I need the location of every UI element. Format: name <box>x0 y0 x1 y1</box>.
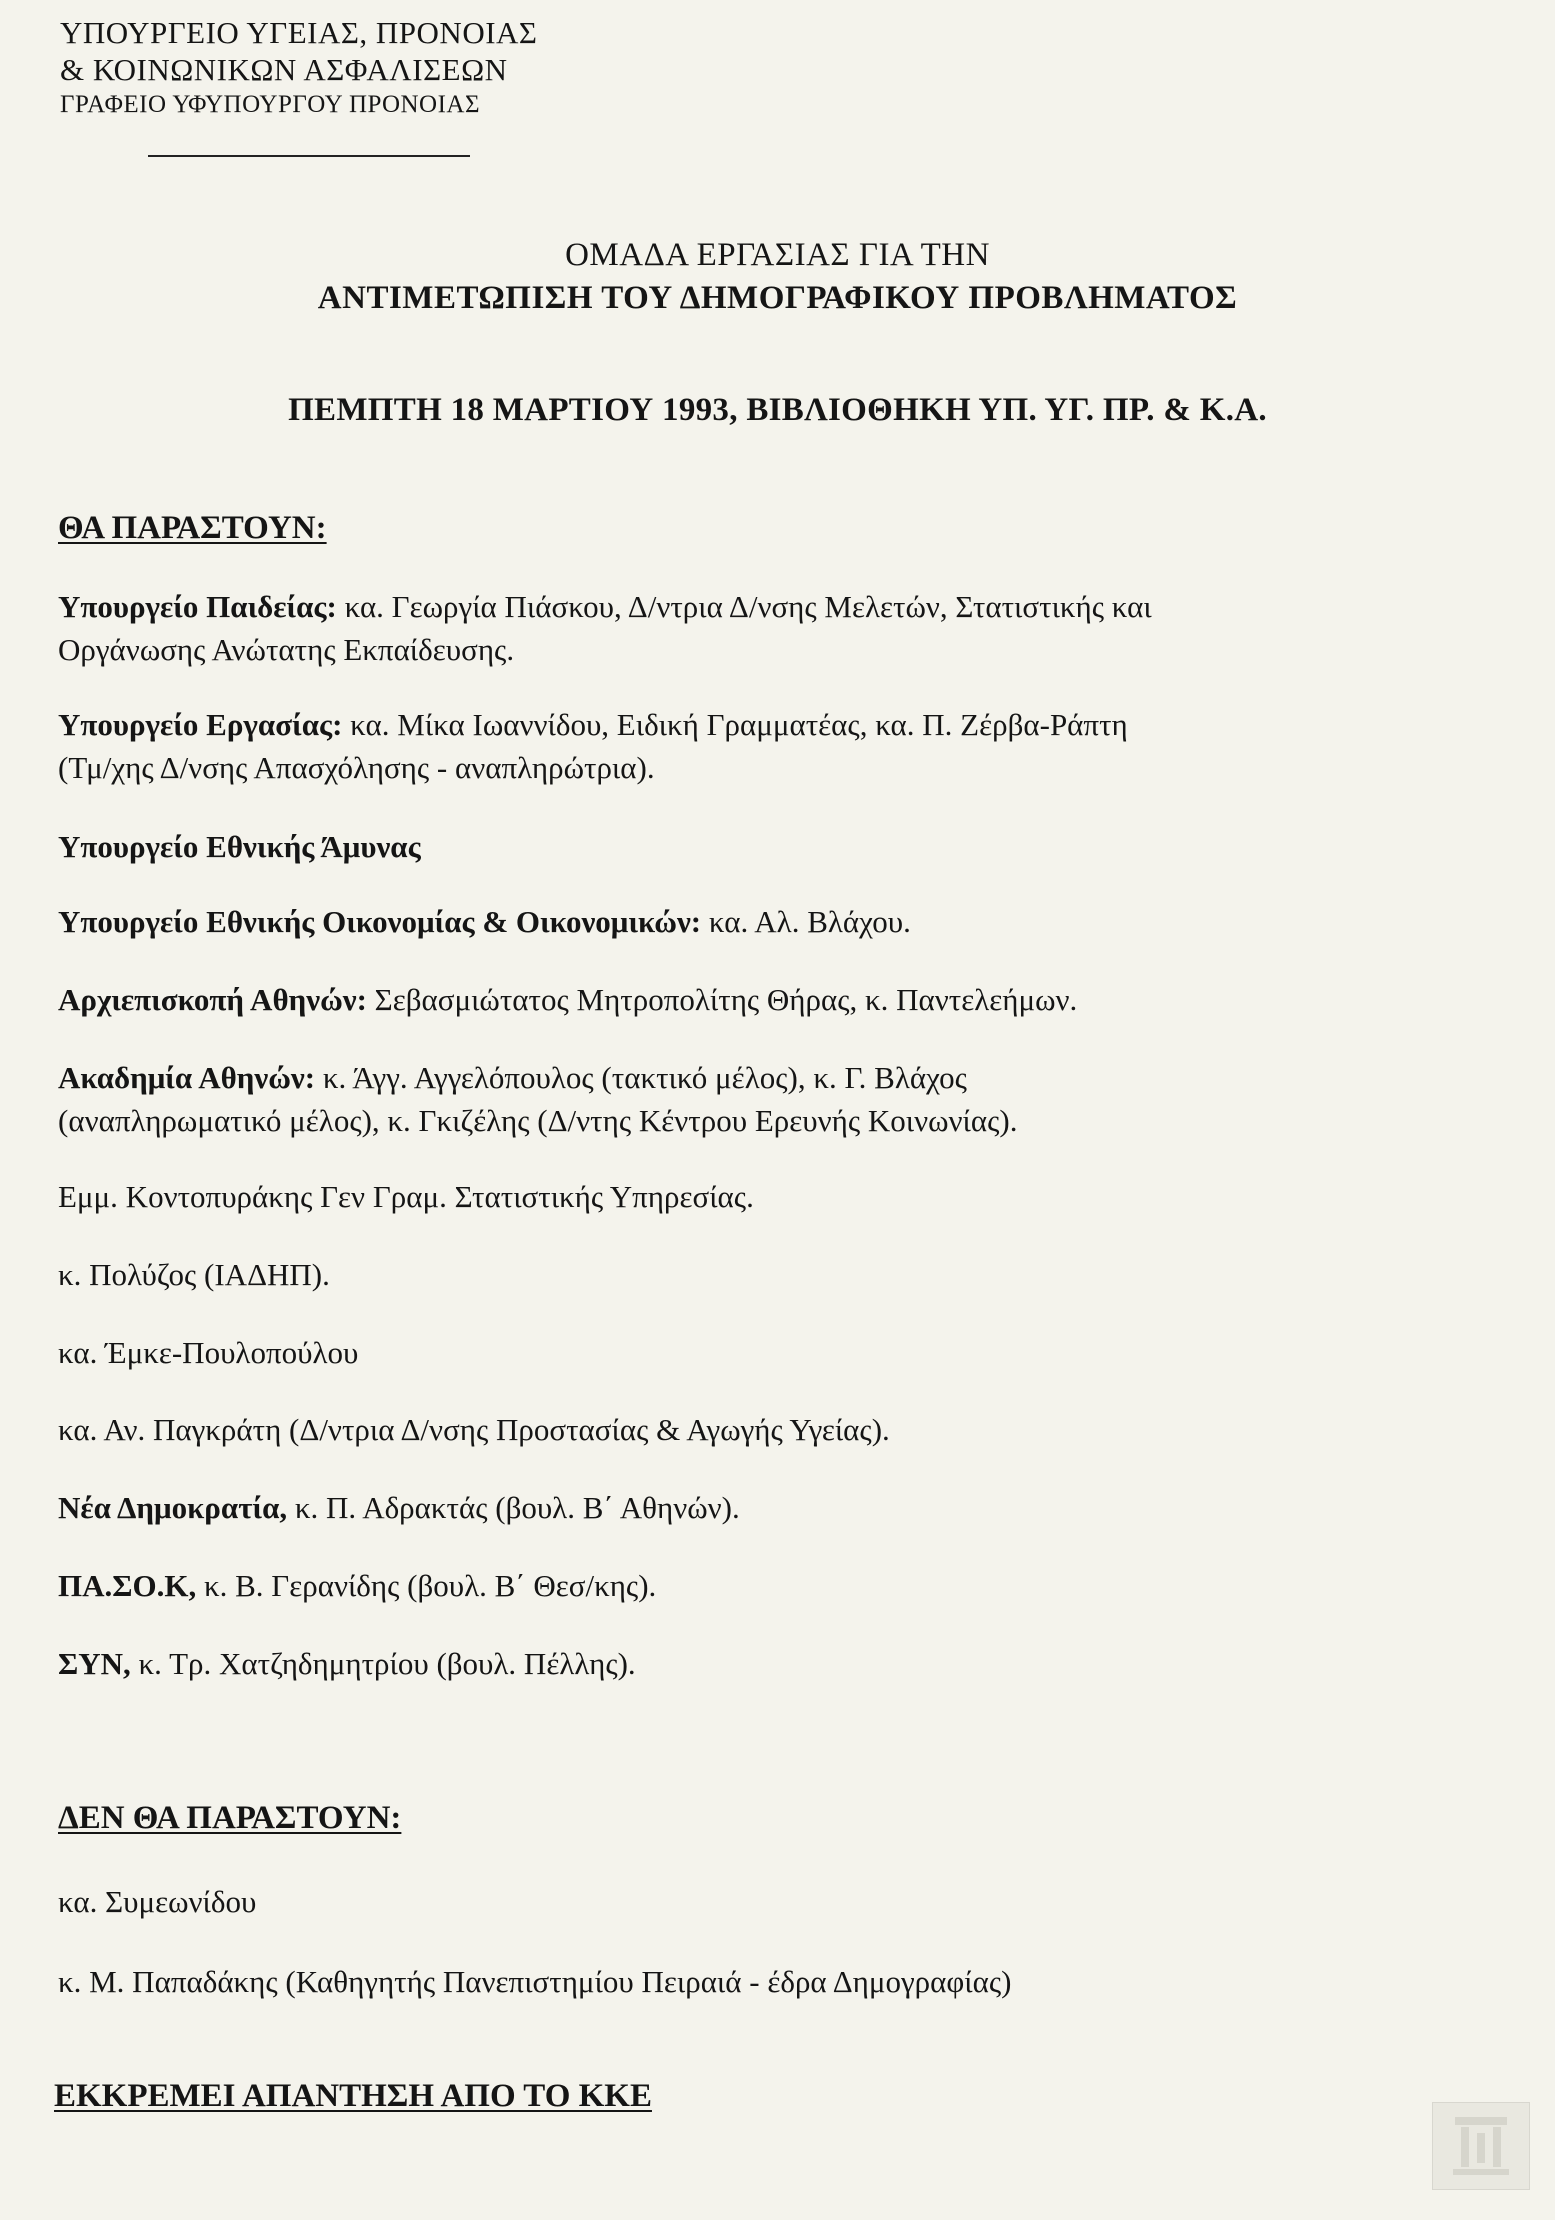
attendee-detail: κα. Γεωργία Πιάσκου, Δ/ντρια Δ/νσης Μελετών, Στατιστικής και <box>336 589 1152 624</box>
attendee-detail: κ. Πολύζος (ΙΑΔΗΠ). <box>58 1257 330 1292</box>
letterhead-ministry: ΥΠΟΥΡΓΕΙΟ ΥΓΕΙΑΣ, ΠΡΟΝΟΙΑΣ <box>60 15 538 50</box>
attendee-organization: Υπουργείο Παιδείας: <box>58 589 337 624</box>
attendee-organization: Ακαδημία Αθηνών: <box>58 1060 316 1095</box>
attendee-organization: Υπουργείο Εθνικής Οικονομίας & Οικονομικών: <box>58 904 702 939</box>
attendee-entry <box>58 1642 1478 1685</box>
archive-stamp-icon <box>1432 2102 1530 2190</box>
attendee-detail: κα. Αλ. Βλάχου. <box>701 904 911 939</box>
attendee-organization: Αρχιεπισκοπή Αθηνών: <box>58 982 367 1017</box>
attendee-organization: Νέα Δημοκρατία, <box>58 1490 288 1525</box>
not-attending-heading: ΔΕΝ ΘΑ ΠΑΡΑΣΤΟΥΝ: <box>58 1800 402 1836</box>
attendee-entry <box>58 1331 1478 1374</box>
non-attendee-entry <box>58 1960 1478 2003</box>
document-title <box>0 234 1555 320</box>
attendee-entry <box>58 1486 1478 1529</box>
attendee-entry <box>58 825 1478 868</box>
attending-heading: ΘΑ ΠΑΡΑΣΤΟΥΝ: <box>58 510 327 546</box>
attendee-entry <box>58 585 1478 671</box>
attendee-detail: κ. Άγγ. Αγγελόπουλος (τακτικό μέλος), κ. Γ. Βλάχος <box>315 1060 967 1095</box>
attendee-organization: Υπουργείο Εθνικής Άμυνας <box>58 829 421 864</box>
attendee-entry <box>58 1408 1478 1451</box>
attendee-detail: κα. Αν. Παγκράτη (Δ/ντρια Δ/νσης Προστασίας & Αγωγής Υγείας). <box>58 1412 890 1447</box>
non-attendee-entry <box>58 1880 1478 1923</box>
attendee-organization: ΠΑ.ΣΟ.Κ, <box>58 1568 197 1603</box>
letterhead-office: ΓΡΑΦΕΙΟ ΥΦΥΠΟΥΡΓΟΥ ΠΡΟΝΟΙΑΣ <box>60 91 481 118</box>
attendee-detail-continued: (αναπληρωματικό μέλος), κ. Γκιζέλης (Δ/ντης Κέντρου Ερευνής Κοινωνίας). <box>58 1103 1018 1138</box>
attendee-detail-continued: Οργάνωσης Ανώτατης Εκπαίδευσης. <box>58 632 515 667</box>
attendee-entry <box>58 1056 1478 1142</box>
attendee-detail: κα. Έμκε-Πουλοπούλου <box>58 1335 359 1370</box>
attendee-detail: κ. Τρ. Χατζηδημητρίου (βουλ. Πέλλης). <box>130 1646 636 1681</box>
title-line-1: ΟΜΑΔΑ ΕΡΓΑΣΙΑΣ ΓΙΑ ΤΗΝ <box>565 237 990 273</box>
letterhead-divider <box>148 155 470 157</box>
attendee-entry <box>58 978 1478 1021</box>
non-attendee-detail: κα. Συμεωνίδου <box>58 1884 257 1919</box>
attendee-detail-continued: (Τμ/χης Δ/νσης Απασχόλησης - αναπληρώτρια). <box>58 750 655 785</box>
attendee-entry <box>58 1253 1478 1296</box>
pending-heading: ΕΚΚΡΕΜΕΙ ΑΠΑΝΤΗΣΗ ΑΠΟ ΤΟ ΚΚΕ <box>54 2078 652 2114</box>
attendee-entry <box>58 900 1478 943</box>
attendee-detail: Σεβασμιώτατος Μητροπολίτης Θήρας, κ. Παντελεήμων. <box>366 982 1078 1017</box>
attendee-organization: ΣΥΝ, <box>58 1646 131 1681</box>
attendee-entry <box>58 1564 1478 1607</box>
letterhead <box>60 14 680 122</box>
letterhead-ministry-continued: & ΚΟΙΝΩΝΙΚΩΝ ΑΣΦΑΛΙΣΕΩΝ <box>60 52 508 87</box>
archive-stamp-graphic <box>1433 2103 1529 2189</box>
meeting-info: ΠΕΜΠΤΗ 18 ΜΑΡΤΙΟΥ 1993, ΒΙΒΛΙΟΘΗΚΗ ΥΠ. ΥΓ. ΠΡ. & Κ.Α. <box>288 392 1267 428</box>
attendee-detail: κ. Π. Αδρακτάς (βουλ. Β΄ Αθηνών). <box>287 1490 740 1525</box>
attendee-entry <box>58 1175 1478 1218</box>
attendee-organization: Υπουργείο Εργασίας: <box>58 707 343 742</box>
title-line-2: ΑΝΤΙΜΕΤΩΠΙΣΗ ΤΟΥ ΔΗΜΟΓΡΑΦΙΚΟΥ ΠΡΟΒΛΗΜΑΤΟΣ <box>317 280 1238 316</box>
attendee-detail: κα. Μίκα Ιωαννίδου, Ειδική Γραμματέας, κα. Π. Ζέρβα-Ράπτη <box>342 707 1128 742</box>
attendee-detail: κ. Β. Γερανίδης (βουλ. Β΄ Θεσ/κης). <box>196 1568 657 1603</box>
non-attendee-detail: κ. Μ. Παπαδάκης (Καθηγητής Πανεπιστημίου Πειραιά - έδρα Δημογραφίας) <box>58 1964 1012 1999</box>
attendee-detail: Εμμ. Κοντοπυράκης Γεν Γραμ. Στατιστικής Υπηρεσίας. <box>58 1179 754 1214</box>
attendee-entry <box>58 703 1478 789</box>
